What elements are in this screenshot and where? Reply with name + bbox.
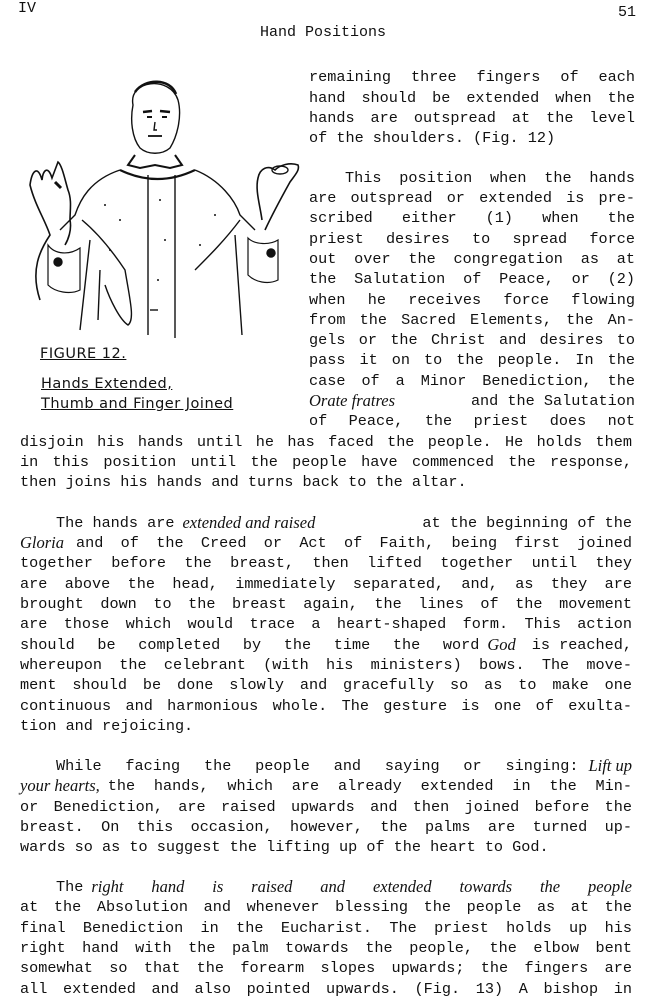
text-span: at the beginning of the — [422, 514, 632, 532]
text-line: right hand with the palm towards the people, the elbow bent — [20, 939, 632, 957]
text-line: of Peace, the priest does not — [309, 412, 635, 430]
italic-text: Orate fratres — [309, 391, 396, 410]
text-line: scribed either (1) when the — [309, 209, 635, 227]
text-line — [20, 635, 632, 655]
text-line: final Benediction in the Eucharist. The priest holds up his — [20, 919, 632, 937]
text-line: remaining three fingers of each — [309, 68, 635, 86]
figure-caption-line2: Thumb and Finger Joined — [41, 396, 234, 412]
italic-text: Lift up — [588, 756, 632, 775]
text-line: hands are outspread at the level — [309, 109, 635, 127]
text-line: ment should be done slowly and gracefully so as to make one — [20, 676, 632, 694]
text-line — [309, 391, 635, 411]
text-line: pass it on to the people. In the — [309, 351, 635, 369]
text-line: tion and rejoicing. — [20, 717, 194, 735]
italic-text: extended and raised — [182, 513, 316, 532]
priest-hands-extended-illustration-icon — [10, 70, 305, 350]
chapter-number: IV — [18, 0, 37, 17]
text-line — [20, 533, 632, 553]
text-line: out over the congregation as at — [309, 250, 635, 268]
text-span: While facing the people and saying or singing: — [56, 757, 579, 775]
text-line: whereupon the celebrant (with his ministers) bows. The move- — [20, 656, 632, 674]
figure-label: FIGURE 12. — [40, 346, 127, 362]
text-span: the hands, which are already extended in the Min- — [107, 777, 632, 795]
text-line: the Salutation of Peace, or (2) — [309, 270, 635, 288]
text-line: disjoin his hands until he has faced the people. He holds them — [20, 433, 632, 451]
text-line: priest desires to spread force — [309, 230, 635, 248]
figure-caption-line1: Hands Extended, — [41, 376, 173, 392]
text-line: are those which would trace a heart-shaped form. This action — [20, 615, 632, 633]
text-line — [20, 877, 632, 897]
text-span: and the Salutation — [470, 392, 635, 410]
text-span: should be completed by the time the word — [20, 636, 480, 654]
italic-text: your hearts, — [20, 776, 100, 795]
text-line: brought down to the breast again, the lines of the movement — [20, 595, 632, 613]
text-line — [20, 776, 632, 796]
text-span: and of the Creed or Act of Faith, being first joined — [76, 534, 632, 552]
text-line: together before the breast, then lifted together until they — [20, 554, 632, 572]
italic-text: God — [487, 635, 516, 654]
text-line — [20, 756, 632, 776]
text-line: somewhat so that the forearm slopes upwards; the fingers are — [20, 959, 632, 977]
text-span: The hands are — [56, 514, 175, 532]
page-number: 51 — [618, 4, 637, 21]
page-title: Hand Positions — [260, 24, 387, 41]
text-line: wards so as to suggest the lifting up of the heart to God. — [20, 838, 549, 856]
text-line: of the shoulders. (Fig. 12) — [309, 129, 556, 147]
italic-text: right hand is raised and extended towards the people — [91, 877, 632, 896]
text-line: or Benediction, are raised upwards and then joined before the — [20, 798, 632, 816]
italic-text: Gloria — [20, 533, 65, 552]
text-span: is reached, — [531, 636, 632, 654]
text-line: are above the head, immediately separated, and, as they are — [20, 575, 632, 593]
text-line: This position when the hands — [345, 169, 635, 187]
text-line: breast. On this occasion, however, the palms are turned up- — [20, 818, 632, 836]
text-span: The — [56, 878, 84, 896]
text-line: at the Absolution and whenever blessing the people as at the — [20, 898, 632, 916]
text-line: all extended and also pointed upwards. (Fig. 13) A bishop in — [20, 980, 632, 998]
text-line: case of a Minor Benediction, the — [309, 372, 635, 390]
text-line: when he receives force flowing — [309, 291, 635, 309]
text-line: gels or the Christ and desires to — [309, 331, 635, 349]
text-line: then joins his hands and turns back to the altar. — [20, 473, 467, 491]
text-line: hand should be extended when the — [309, 89, 635, 107]
text-line — [20, 513, 632, 533]
text-line: are outspread or extended is pre- — [309, 189, 635, 207]
text-line: in this position until the people have commenced the response, — [20, 453, 632, 471]
text-line: from the Sacred Elements, the An- — [309, 311, 635, 329]
text-line: continuous and harmonious whole. The gesture is one of exulta- — [20, 697, 632, 715]
